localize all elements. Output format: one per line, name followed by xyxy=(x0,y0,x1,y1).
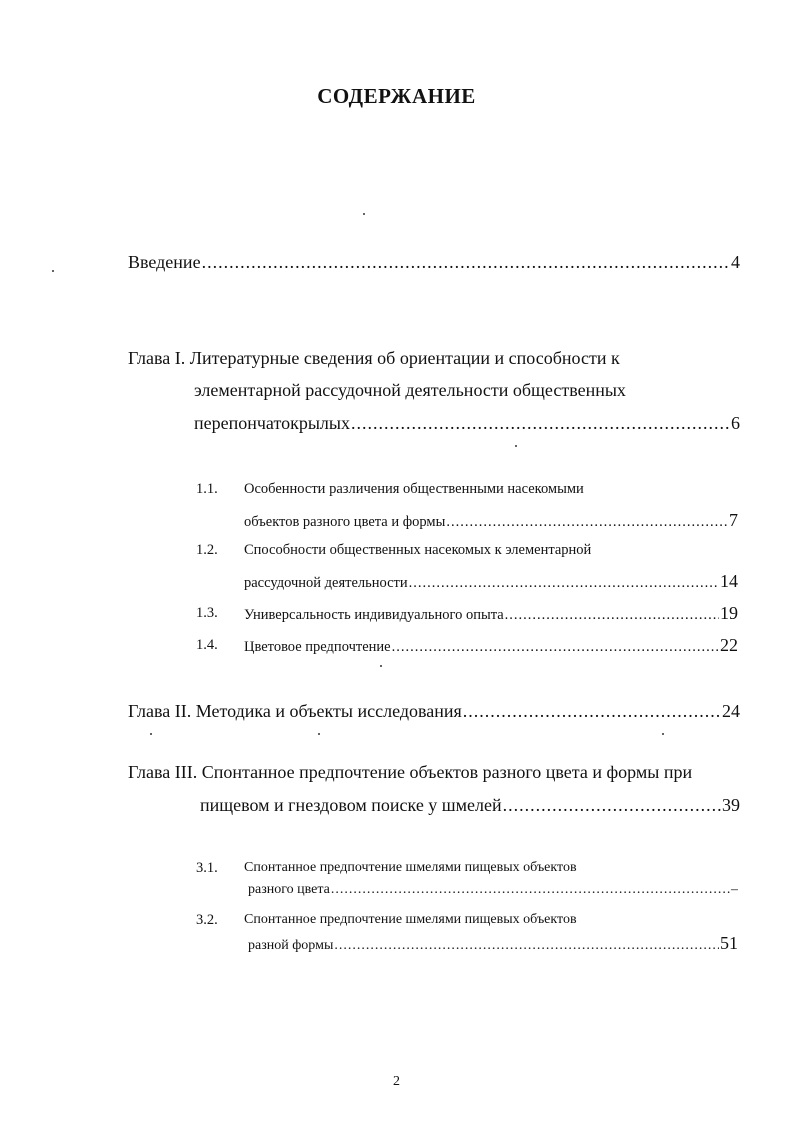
toc-page-number: 14 xyxy=(720,571,738,591)
scan-speck xyxy=(380,665,382,667)
toc-entry-label: разного цвета xyxy=(248,882,330,897)
scan-speck xyxy=(318,733,320,735)
section-number: 1.4. xyxy=(196,637,218,653)
toc-entry-label: пищевом и гнездовом поиске у шмелей xyxy=(200,795,502,815)
toc-page-number: 22 xyxy=(720,635,738,655)
toc-page-number: 39 xyxy=(722,795,740,815)
toc-page-number: – xyxy=(731,882,738,897)
toc-page-number: 7 xyxy=(729,510,738,530)
section-number: 1.2. xyxy=(196,542,218,558)
leader-dots xyxy=(202,252,730,273)
section-number: 3.1. xyxy=(196,860,218,876)
leader-dots xyxy=(463,701,721,722)
section-title: Спонтанное предпочтение шмелями пищевых объектов xyxy=(244,912,577,927)
toc-page-number: 19 xyxy=(720,603,738,623)
toc-entry-label: Введение xyxy=(128,252,201,272)
leader-dots xyxy=(334,938,719,954)
scan-speck xyxy=(150,733,152,735)
toc-page-number: 24 xyxy=(722,701,740,721)
section-title: Способности общественных насекомых к элементарной xyxy=(244,542,592,558)
leader-dots xyxy=(503,795,721,816)
toc-page-number: 51 xyxy=(720,933,738,953)
toc-entry-chapter2 xyxy=(128,701,740,722)
leader-dots xyxy=(392,639,719,656)
section-title: Особенности различения общественными насекомыми xyxy=(244,481,584,497)
scan-speck xyxy=(52,270,54,272)
toc-entry-section xyxy=(248,882,738,898)
page-title: СОДЕРЖАНИЕ xyxy=(317,84,476,108)
toc-page-number: 6 xyxy=(731,413,740,433)
toc-entry-label: объектов разного цвета и формы xyxy=(244,514,446,530)
chapter1-title-line1: Глава I. Литературные сведения об ориентации и способности к xyxy=(128,348,620,368)
toc-entry-chapter1 xyxy=(194,413,740,434)
chapter3-title-line1: Глава III. Спонтанное предпочтение объектов разного цвета и формы при xyxy=(128,762,693,782)
toc-entry-section xyxy=(244,635,738,656)
toc-entry-section xyxy=(248,933,738,954)
toc-entry-section xyxy=(244,510,738,531)
leader-dots xyxy=(331,882,730,898)
toc-entry-label: Глава II. Методика и объекты исследования xyxy=(128,701,462,721)
toc-entry-section xyxy=(244,571,738,592)
scan-speck xyxy=(662,733,664,735)
toc-entry-chapter3 xyxy=(200,795,740,816)
chapter1-title-line2: элементарной рассудочной деятельности общественных xyxy=(194,380,626,400)
toc-entry-label: Универсальность индивидуального опыта xyxy=(244,607,504,623)
leader-dots xyxy=(505,607,719,624)
section-number: 3.2. xyxy=(196,912,218,928)
toc-entry-section xyxy=(244,603,738,624)
toc-entry-intro xyxy=(128,252,740,273)
section-number: 1.1. xyxy=(196,481,218,497)
leader-dots xyxy=(446,514,728,531)
toc-entry-label: разной формы xyxy=(248,938,334,953)
toc-page-number: 4 xyxy=(731,252,740,272)
toc-entry-label: рассудочной деятельности xyxy=(244,575,408,591)
toc-entry-label: перепончатокрылых xyxy=(194,413,350,433)
leader-dots xyxy=(409,575,719,592)
scan-speck xyxy=(363,213,365,215)
section-title: Спонтанное предпочтение шмелями пищевых объектов xyxy=(244,860,577,875)
toc-entry-label: Цветовое предпочтение xyxy=(244,639,391,655)
page-number: 2 xyxy=(393,1074,400,1089)
leader-dots xyxy=(351,413,730,434)
section-number: 1.3. xyxy=(196,605,218,621)
scan-speck xyxy=(515,445,517,447)
